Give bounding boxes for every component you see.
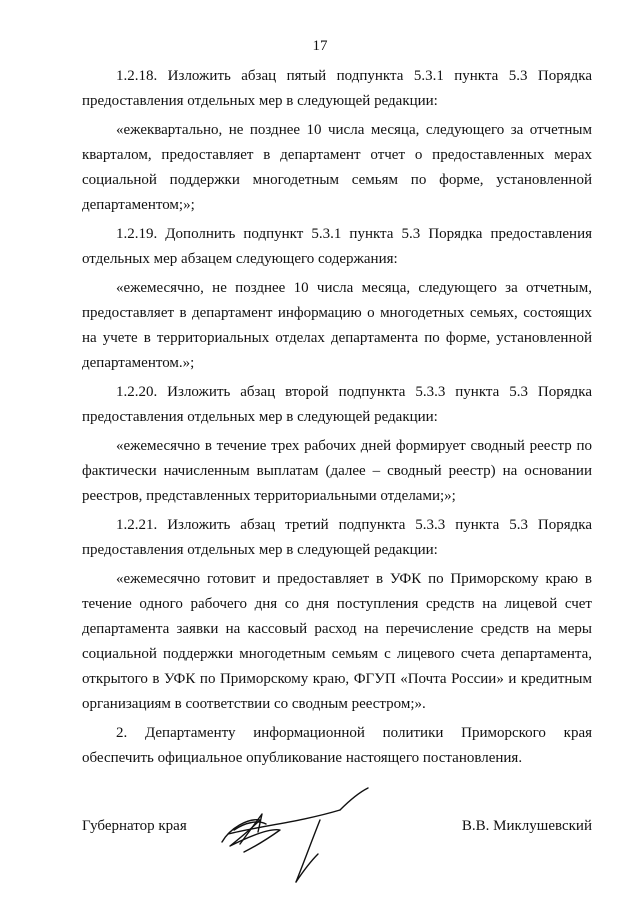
paragraph: 1.2.19. Дополнить подпункт 5.3.1 пункта 5.3 Порядка предоставления отдельных мер абзацем следующего содержания: <box>82 226 592 267</box>
paragraph: 1.2.18. Изложить абзац пятый подпункта 5.3.1 пункта 5.3 Порядка предоставления отдельных мер в следующей редакции: <box>82 68 592 109</box>
paragraph: 2. Департаменту информационной политики Приморского края обеспечить официальное опубликование настоящего постановления. <box>82 725 592 766</box>
page-number: 17 <box>312 38 328 54</box>
signatory-title: Губернатор края <box>82 818 187 834</box>
document-body <box>82 64 592 775</box>
paragraph: «ежеквартально, не позднее 10 числа месяца, следующего за отчетным кварталом, предоставляет в департамент отчет о предоставленных мерах социальной поддержки многодетным семьям по форме, установленной департаментом;»; <box>82 122 592 213</box>
paragraph: 1.2.20. Изложить абзац второй подпункта 5.3.3 пункта 5.3 Порядка предоставления отдельных мер в следующей редакции: <box>82 384 592 425</box>
paragraph: «ежемесячно готовит и предоставляет в УФК по Приморскому краю в течение одного рабочего дня со дня поступления средств на лицевой счет департамента заявки на кассовый расход на перечисление средств на меры социальной поддержки многодетным семьям с лицевого счета департамента, открытого в УФК по Приморскому краю, ФГУП «Почта России» и кредитным организациям в соответствии со сводным реестром;». <box>82 571 592 712</box>
paragraph: «ежемесячно, не позднее 10 числа месяца, следующего за отчетным, предоставляет в департамент информацию о многодетных семьях, состоящих на учете в территориальных отделах департамента по форме, установленной департаментом.»; <box>82 280 592 371</box>
signature-block <box>82 818 592 842</box>
paragraph: «ежемесячно в течение трех рабочих дней формирует сводный реестр по фактически начисленным выплатам (далее – сводный реестр) на основании реестров, представленных территориальными отделами;»; <box>82 438 592 504</box>
signatory-name: В.В. Миклушевский <box>461 818 592 834</box>
paragraph: 1.2.21. Изложить абзац третий подпункта 5.3.3 пункта 5.3 Порядка предоставления отдельных мер в следующей редакции: <box>82 517 592 558</box>
